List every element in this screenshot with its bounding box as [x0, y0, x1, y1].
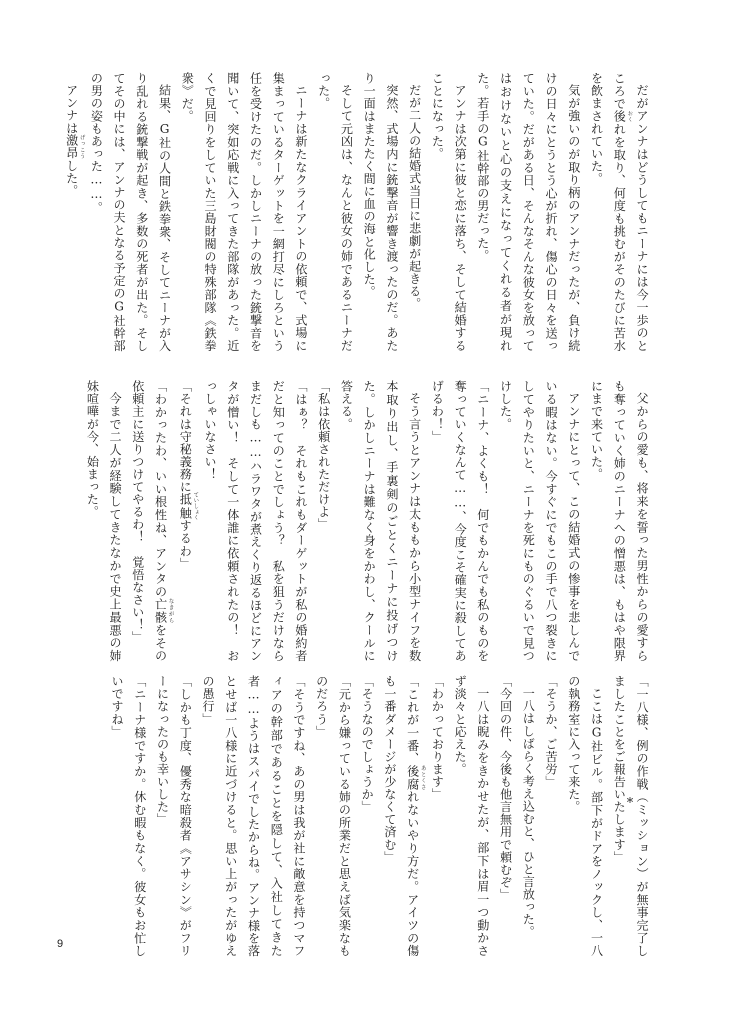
- paragraph: [378, 675, 425, 957]
- ruby-annotation: [153, 598, 174, 624]
- paragraph: [174, 380, 199, 662]
- paragraph: [312, 380, 335, 662]
- text-run: 「わかっております」: [430, 675, 445, 801]
- paragraph: [494, 380, 585, 662]
- text-run: するわ」: [178, 519, 193, 570]
- text-run: 「わかったわ、いい根性ね、アンタの: [153, 380, 168, 599]
- text-run: 「そうか、ご苦労」: [544, 675, 559, 788]
- paragraph: [335, 380, 426, 662]
- text-run: 「そうなのでしょうか」: [360, 675, 375, 814]
- ruby-annotation: [612, 110, 633, 123]
- text-run: がフリーになったのも幸いした」: [155, 675, 193, 957]
- paragraph: [151, 675, 196, 957]
- text-run: 一八はしばらく考え込むと、ひと言放った。: [521, 687, 536, 939]
- ruby-annotation: [178, 492, 199, 521]
- paragraph: [85, 72, 176, 352]
- text-run: 「ニーナ、よくも！ 何でもかんでも私のものを奪っていくなんて……、今度こそ確実に殺してあげるわ！」: [430, 380, 490, 662]
- text-run: 「元から嫌っている姉の所業だと思えば気楽なものだろう」: [314, 675, 352, 957]
- ruby-base: 亡骸: [153, 598, 168, 624]
- paragraph: [310, 675, 355, 957]
- text-run: 「私は依頼されただけよ」: [316, 380, 331, 531]
- ruby-text: おく: [626, 110, 633, 123]
- paragraph: [196, 675, 310, 957]
- text-run: 「そうですね、あの男は我が社に敵意を持つマフィアの幹部であることを隠して、入社してきた者……ようはスパイでしたからね。アンナ様を落とせば一八様に近づけると。思い上がったがゆえの愚行」: [201, 675, 306, 957]
- text-run: 気が強いのが取り柄のアンナだったが、負け続けの日々にとうとう心が折れ、傷心の日々を送っていた。だがある日、そんなそんな彼女を放ってはおけないと心の支えになってくれる者が現れた。若手のG社幹部の男だった。: [475, 72, 581, 352]
- paragraph: [562, 675, 607, 957]
- text-run: れないやり方だ。アイツの傷も一番ダメージが少なくて済む」: [382, 675, 420, 957]
- paragraph: [585, 72, 653, 352]
- text-run: だがアンナはどうしてもニーナには今一歩のと: [635, 84, 649, 352]
- text-run: そう言うとアンナは太ももから小型ナイフを数本取り出し、手裏剣のごとくニーナに投げつけた。しかしニーナは難なく身をかわし、クールに答える。: [339, 380, 422, 662]
- text-run: だ。: [180, 97, 195, 123]
- text-run: ころで: [612, 72, 627, 111]
- ruby-annotation: [405, 764, 426, 791]
- paragraph: [126, 380, 173, 662]
- scene-break-asterisk: *: [626, 796, 634, 811]
- text-run: れを取り、何度も挑むがそのたびに苦水を飲まされていた。: [589, 72, 627, 353]
- ruby-base: 後: [612, 110, 627, 123]
- paragraph: [426, 72, 471, 352]
- paragraph: [355, 675, 378, 957]
- paragraph: [312, 72, 357, 352]
- text-run: 《鉄拳衆》: [180, 72, 218, 353]
- text-run: アンナは: [64, 84, 79, 135]
- paragraph: [426, 380, 494, 662]
- ruby-base: 後腐: [405, 764, 420, 791]
- text-run: した。: [64, 159, 79, 198]
- text-run: 「はぁ？ それもこれもダーゲットが私の婚約者だと知ってのことでしょう？ 私を狙うだけならまだしも……ハラワタが煮えくり返るほどにアンタが憎い！ そして一体誰に依頼されたの！ おっしゃいなさい！: [203, 380, 308, 662]
- text-run: アンナにとって、この結婚式の惨事を悲しんでいる暇はない。今すぐにでもこの手で八つ裂きにしてやりたいと、ニーナを死にものぐるいで見つけした。: [498, 380, 581, 662]
- text-run: 《アサシン》: [178, 841, 193, 919]
- paragraph: [60, 72, 85, 352]
- text-run: 父からの愛も、将来を誓った男性からの愛すらも奪っていく姉のニーナへの憎悪は、もはや限界にまで来ていた。: [589, 380, 649, 662]
- text-run: アンナは次第に彼と恋に落ち、そして結婚することになった。: [430, 72, 468, 352]
- text-run: 結果、G社の人間と鉄拳衆、そしてニーナが入り乱れる銃撃戦が起き、多数の死者が出た。そしてその中には、アンナの夫となる予定のG社幹部の男の姿もあった……。: [89, 72, 172, 352]
- text-run: 突然、式場内に銃撃音が響き渡ったのだ。あたり一面はまたたく間に血の海と化した。: [362, 72, 399, 352]
- text-block-office-scene: [105, 675, 653, 957]
- paragraph: [585, 380, 653, 662]
- text-run: 今まで二人が経験してきたなかで史上最悪の姉妹喧嘩が今、始まった。: [85, 380, 123, 662]
- text-run: 一八は睨みをきかせたが、部下は眉一つ動かさず淡々と応えた。: [453, 675, 490, 957]
- text-run: 「それは守秘義務に: [178, 380, 193, 493]
- paragraph: [494, 675, 517, 957]
- paragraph: [357, 72, 402, 352]
- ruby-text: なきがら: [167, 598, 174, 624]
- text-run: だが二人の結婚式当日に悲劇が起きる。: [407, 84, 422, 310]
- paragraph: [517, 675, 540, 957]
- ruby-annotation: [64, 134, 85, 160]
- paragraph: [539, 675, 562, 957]
- text-run: そして元凶は、なんと彼女の姉であるニーナだった。: [316, 72, 354, 352]
- text-run: 「一八様、例の作戦（ミッション）が無事完了しましたことをご報告いたします」: [612, 675, 649, 957]
- paragraph: [426, 675, 449, 957]
- text-run: 「今回の件、今後も他言無用で頼むぞ」: [498, 675, 513, 901]
- paragraph: [176, 72, 312, 352]
- paragraph: [471, 72, 585, 352]
- text-block-confrontation: [81, 380, 653, 662]
- ruby-text: あとくさ: [419, 764, 426, 791]
- text-run: 「ニーナ様ですか。休む暇もなく。彼女もお忙しいですね」: [110, 675, 147, 957]
- text-run: 「これが一番、: [405, 675, 420, 765]
- paragraph: [403, 72, 426, 352]
- ruby-text: ていしょく: [192, 492, 199, 521]
- ruby-text: げっこう: [78, 134, 85, 160]
- text-run: 「しかも丁度、優秀な暗殺者: [178, 675, 193, 842]
- text-run: ここはG社ビル。部下がドアをノックし、一八の執務室に入って来た。: [566, 675, 604, 957]
- paragraph: [105, 675, 150, 957]
- paragraph: [608, 675, 653, 957]
- text-run: ニーナは新たなクライアントの依頼で、式場に集まっているターゲットを一網打尽にしろという任を受けたのだ。しかしニーナの放った銃撃音を聞いて、突如応戦に入ってきた部隊があった。近くで見回りをしていた三島財閥の特殊部隊: [203, 72, 308, 352]
- text-block-backstory: [60, 72, 653, 352]
- text-run: をその依頼主に送りつけてやるわ！ 覚悟なさい！」: [130, 380, 168, 662]
- ruby-base: 抵触: [178, 492, 193, 521]
- paragraph: [81, 380, 126, 662]
- page-number: 9: [57, 938, 64, 950]
- paragraph: [198, 380, 312, 662]
- paragraph: [448, 675, 493, 957]
- ruby-base: 激昂: [64, 134, 79, 160]
